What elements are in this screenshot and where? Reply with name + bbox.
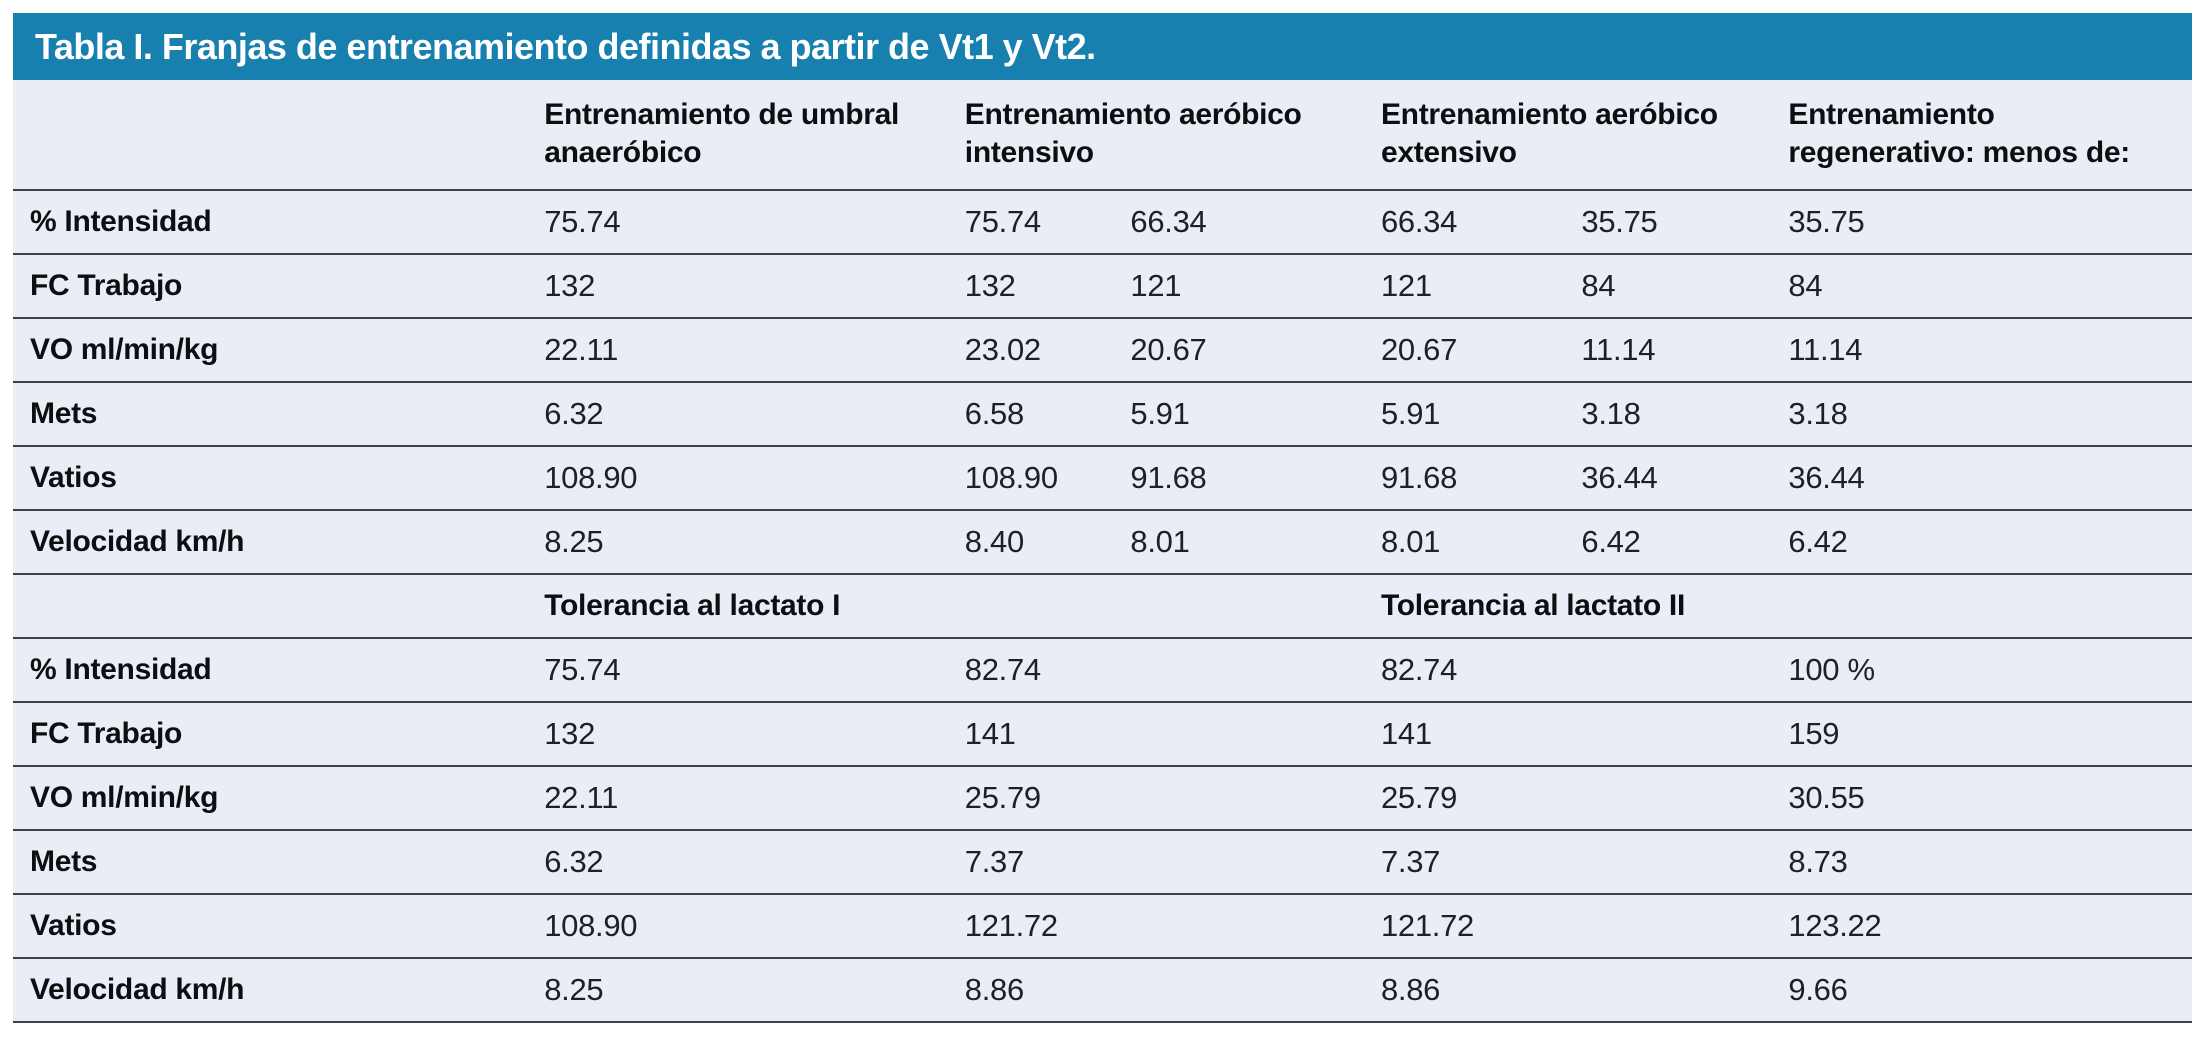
cell-value: 30.55 (1771, 766, 2192, 830)
row-label: VO ml/min/kg (13, 766, 527, 830)
cell-value: 3.18 (1564, 382, 1771, 446)
cell-value: 108.90 (948, 446, 1114, 510)
section2-header-row (13, 574, 2192, 638)
table-row (13, 446, 2192, 510)
cell-value: 8.25 (527, 510, 948, 574)
row-label: FC Trabajo (13, 254, 527, 318)
cell-value: 8.40 (948, 510, 1114, 574)
cell-value: 6.42 (1771, 510, 2192, 574)
cell-value: 8.25 (527, 958, 948, 1022)
cell-value: 36.44 (1564, 446, 1771, 510)
cell-value: 11.14 (1771, 318, 2192, 382)
cell-value: 6.32 (527, 830, 948, 894)
training-zones-table (13, 80, 2192, 1023)
cell-value: 35.75 (1564, 190, 1771, 254)
row-label: Vatios (13, 894, 527, 958)
row-label: % Intensidad (13, 638, 527, 702)
row-label: Velocidad km/h (13, 958, 527, 1022)
cell-value: 123.22 (1771, 894, 2192, 958)
cell-value: 108.90 (527, 446, 948, 510)
cell-value: 121 (1364, 254, 1564, 318)
table-row (13, 254, 2192, 318)
column-header-aerobico-intensivo: Entrenamiento aeróbico intensivo (948, 80, 1364, 190)
cell-value: 75.74 (527, 638, 948, 702)
table-row (13, 382, 2192, 446)
row-label: VO ml/min/kg (13, 318, 527, 382)
cell-value: 8.73 (1771, 830, 2192, 894)
row-label: Vatios (13, 446, 527, 510)
cell-value: 8.86 (1364, 958, 1771, 1022)
cell-value: 66.34 (1364, 190, 1564, 254)
cell-value: 5.91 (1113, 382, 1364, 446)
cell-value: 6.42 (1564, 510, 1771, 574)
cell-value: 108.90 (527, 894, 948, 958)
table-row (13, 190, 2192, 254)
cell-value: 82.74 (948, 638, 1364, 702)
cell-value: 6.32 (527, 382, 948, 446)
cell-value: 121.72 (948, 894, 1364, 958)
column-header-aerobico-extensivo: Entrenamiento aeróbico extensivo (1364, 80, 1771, 190)
cell-value: 22.11 (527, 318, 948, 382)
table-row (13, 894, 2192, 958)
cell-value: 141 (1364, 702, 1771, 766)
table-title-bar (13, 13, 2192, 80)
cell-value: 132 (527, 254, 948, 318)
table-row (13, 766, 2192, 830)
cell-value: 9.66 (1771, 958, 2192, 1022)
cell-value: 82.74 (1364, 638, 1771, 702)
cell-value: 11.14 (1564, 318, 1771, 382)
cell-value: 7.37 (1364, 830, 1771, 894)
cell-value: 75.74 (948, 190, 1114, 254)
cell-value: 121 (1113, 254, 1364, 318)
corner-cell (13, 574, 527, 638)
table-row (13, 318, 2192, 382)
section-header-tolerancia-lactato-2: Tolerancia al lactato II (1364, 574, 2192, 638)
table-panel (13, 13, 2192, 1023)
cell-value: 8.01 (1364, 510, 1564, 574)
cell-value: 25.79 (948, 766, 1364, 830)
cell-value: 20.67 (1113, 318, 1364, 382)
cell-value: 20.67 (1364, 318, 1564, 382)
cell-value: 100 % (1771, 638, 2192, 702)
table-row (13, 510, 2192, 574)
cell-value: 35.75 (1771, 190, 2192, 254)
cell-value: 25.79 (1364, 766, 1771, 830)
row-label: Velocidad km/h (13, 510, 527, 574)
cell-value: 121.72 (1364, 894, 1771, 958)
table-row (13, 638, 2192, 702)
row-label: % Intensidad (13, 190, 527, 254)
cell-value: 132 (527, 702, 948, 766)
cell-value: 159 (1771, 702, 2192, 766)
cell-value: 8.01 (1113, 510, 1364, 574)
cell-value: 22.11 (527, 766, 948, 830)
row-label: FC Trabajo (13, 702, 527, 766)
cell-value: 84 (1564, 254, 1771, 318)
cell-value: 3.18 (1771, 382, 2192, 446)
table-row (13, 702, 2192, 766)
cell-value: 7.37 (948, 830, 1364, 894)
cell-value: 36.44 (1771, 446, 2192, 510)
row-label: Mets (13, 830, 527, 894)
cell-value: 84 (1771, 254, 2192, 318)
table-row (13, 830, 2192, 894)
column-header-row (13, 80, 2192, 190)
cell-value: 132 (948, 254, 1114, 318)
cell-value: 66.34 (1113, 190, 1364, 254)
cell-value: 75.74 (527, 190, 948, 254)
cell-value: 23.02 (948, 318, 1114, 382)
corner-cell (13, 80, 527, 190)
cell-value: 91.68 (1364, 446, 1564, 510)
row-label: Mets (13, 382, 527, 446)
cell-value: 6.58 (948, 382, 1114, 446)
section-header-tolerancia-lactato-1: Tolerancia al lactato I (527, 574, 1364, 638)
column-header-umbral-anaerobico: Entrenamiento de umbral anaeróbico (527, 80, 948, 190)
table-title: Tabla I. Franjas de entrenamiento definidas a partir de Vt1 y Vt2. (35, 26, 1096, 67)
cell-value: 8.86 (948, 958, 1364, 1022)
cell-value: 141 (948, 702, 1364, 766)
table-row (13, 958, 2192, 1022)
column-header-regenerativo: Entrenamiento regenerativo: menos de: (1771, 80, 2192, 190)
cell-value: 91.68 (1113, 446, 1364, 510)
cell-value: 5.91 (1364, 382, 1564, 446)
